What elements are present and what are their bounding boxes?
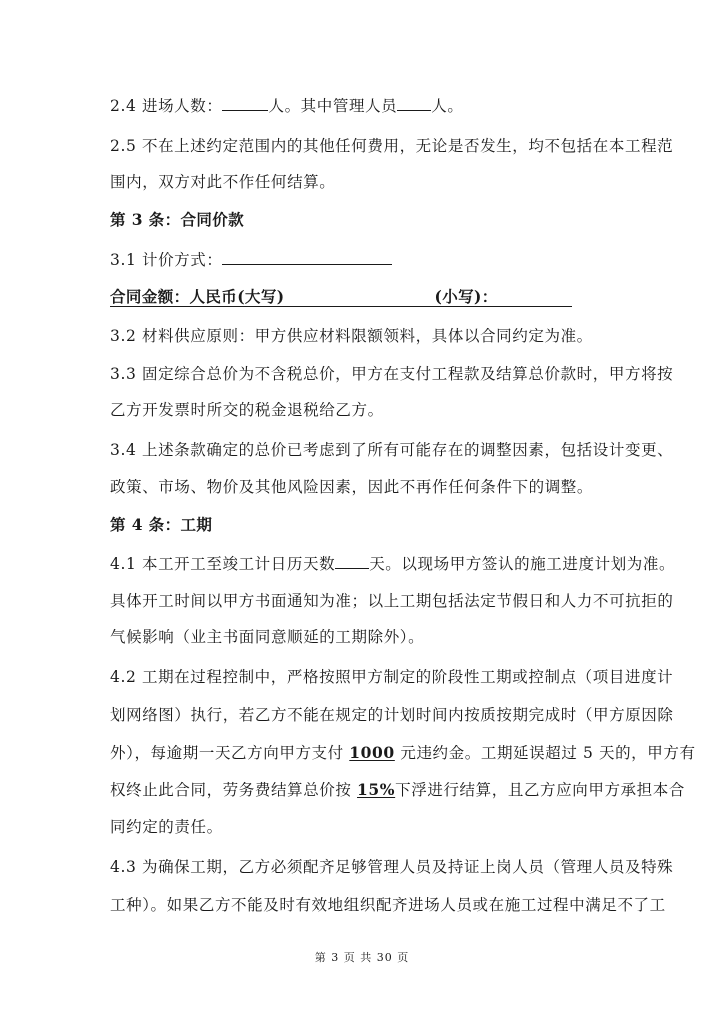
blank-field [335,554,369,569]
penalty-amount: 1000 [349,743,395,762]
clause-text: 天。以现场甲方签认的施工进度计划为准。 [369,555,676,573]
clause-2-4 [110,96,620,116]
clause-3-4-line2: 政策、市场、物价及其他风险因素，因此不再作任何条件下的调整。 [110,478,594,496]
clause-4-2-line4 [110,780,685,800]
clause-text: 外），每逾期一天乙方向甲方支付 [110,744,350,762]
clause-4-2-line2: 划网络图）执行，若乙方不能在规定的计划时间内按质按期完成时（甲方原因除 [110,706,674,724]
clause-text: 人。 [431,97,464,115]
amount-small-label: (小写)： [434,287,498,306]
clause-3-1 [110,250,620,270]
blank-field [222,96,268,111]
clause-3-3-line1: 3.3 固定综合总价为不含税总价，甲方在支付工程款及结算总价款时，甲方将按 [110,365,674,383]
contract-amount [110,287,620,307]
clause-2-5-line2: 围内，双方对此不作任何结算。 [110,173,336,191]
clause-4-3-line1: 4.3 为确保工期，乙方必须配齐足够管理人员及持证上岗人员（管理人员及特殊 [110,858,674,876]
clause-3-3-line2: 乙方开发票时所交的税金退税给乙方。 [110,401,384,419]
clause-text: 权终止此合同，劳务费结算总价按 [110,781,358,799]
clause-text: 2.4 进场人数： [110,97,223,115]
clause-4-2-line3 [110,743,696,763]
clause-4-2-line1: 4.2 工期在过程控制中，严格按照甲方制定的阶段性工期或控制点（项目进度计 [110,668,674,686]
clause-2-5-line1: 2.5 不在上述约定范围内的其他任何费用，无论是否发生，均不包括在本工程范 [110,137,674,155]
clause-3-4-line1: 3.4 上述条款确定的总价已考虑到了所有可能存在的调整因素，包括设计变更、 [110,441,674,459]
amount-label: 合同金额：人民币(大写) [110,287,285,306]
clause-4-1-line3: 气候影响（业主书面同意顺延的工期除外）。 [110,628,425,646]
article-4-heading: 第 4 条：工期 [110,515,213,534]
clause-4-1-line1 [110,554,676,574]
clause-4-2-line5: 同约定的责任。 [110,818,223,836]
clause-text: 3.1 计价方式： [110,251,223,269]
clause-3-2: 3.2 材料供应原则：甲方供应材料限额领料，具体以合同约定为准。 [110,327,593,345]
blank-field [222,250,392,265]
clause-text: 人。其中管理人员 [268,97,398,115]
clause-text: 4.1 本工开工至竣工计日历天数 [110,555,336,573]
article-3-heading: 第 3 条：合同价款 [110,210,245,229]
clause-text: 下浮进行结算，且乙方应向甲方承担本合 [395,781,685,799]
discount-rate: 15% [357,780,396,799]
clause-text: 元违约金。工期延误超过 5 天的，甲方有 [394,744,696,762]
blank-field [397,96,431,111]
clause-4-3-line2: 工种）。如果乙方不能及时有效地组织配齐进场人员或在施工过程中满足不了工 [110,896,666,914]
page-footer: 第 3 页 共 30 页 [314,951,410,964]
clause-4-1-line2: 具体开工时间以甲方书面通知为准；以上工期包括法定节假日和人力不可抗拒的 [110,592,674,610]
